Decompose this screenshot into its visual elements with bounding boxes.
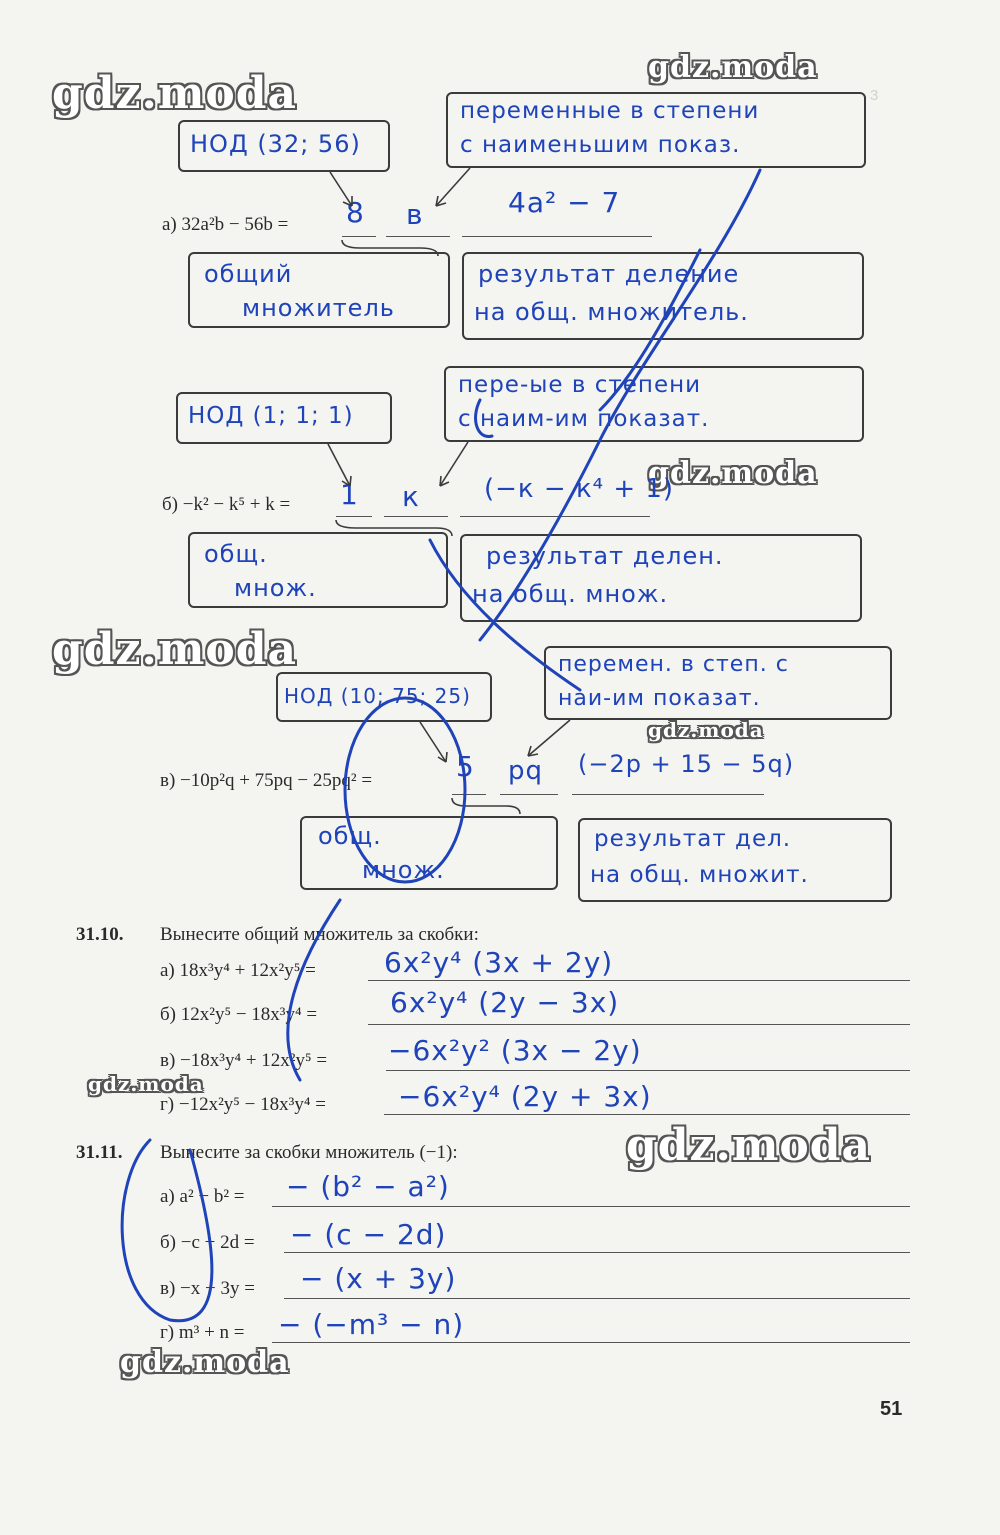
watermark: gdz.moda	[648, 50, 818, 85]
exercise-title: Вынесите общий множитель за скобки:	[160, 924, 479, 945]
common-factor-line1: общ.	[204, 540, 268, 568]
exercise-item-label: а) 18x³y⁴ + 12x²y⁵ =	[160, 960, 316, 981]
exercise-item-label: б) 12x²y⁵ − 18x³y⁴ =	[160, 1004, 318, 1025]
variables-text-line1: перемен. в степ. с	[558, 652, 789, 677]
common-factor-line1: общий	[204, 260, 293, 288]
exercise-item-answer: −6x²y⁴ (2y + 3x)	[398, 1080, 652, 1113]
exercise-item-label: в) −18x³y⁴ + 12x²y⁵ =	[160, 1050, 328, 1071]
watermark: gdz.moda	[648, 718, 764, 742]
variables-text-line2: с наим-им показат.	[458, 406, 710, 432]
variables-text-line1: переменные в степени	[460, 98, 760, 124]
variables-text-line1: пере-ые в степени	[458, 372, 702, 398]
exercise-item-answer: 6x²y⁴ (3x + 2y)	[384, 946, 614, 979]
exercise-item-label: а) a² − b² =	[160, 1186, 245, 1207]
equation-a: а) 32a²b − 56b =	[162, 214, 289, 235]
common-factor-line1: общ.	[318, 822, 382, 850]
exercise-title: Вынесите за скобки множитель (−1):	[160, 1142, 458, 1163]
answer-variable: к	[402, 480, 420, 513]
division-result-line2: на общ. множит.	[590, 862, 809, 888]
common-factor-line2: множ.	[234, 574, 317, 602]
division-result-line1: результат делен.	[486, 542, 724, 570]
answer-variable: pq	[508, 756, 544, 786]
variables-text-line2: с наименьшим показ.	[460, 132, 741, 158]
page-number: 51	[880, 1398, 903, 1420]
watermark: gdz.moda	[120, 1345, 290, 1380]
answer-factor: 8	[346, 196, 365, 229]
watermark: gdz.moda	[626, 1120, 872, 1171]
exercise-item-label: г) m³ + n =	[160, 1322, 245, 1343]
answer-result: (−2p + 15 − 5q)	[578, 750, 795, 778]
variables-text-line2: наи-им показат.	[558, 686, 761, 711]
watermark: gdz.moda	[648, 456, 818, 491]
division-result-line2: на общ. множ.	[472, 580, 669, 608]
watermark: gdz.moda	[88, 1072, 204, 1096]
exercise-item-answer: − (−m³ − n)	[278, 1308, 465, 1341]
answer-factor: 1	[340, 478, 359, 511]
division-result-line1: результат дел.	[594, 826, 792, 852]
exercise-item-label: в) −x − 3y =	[160, 1278, 255, 1299]
common-factor-line2: множ.	[362, 856, 445, 884]
exercise-number: 31.11.	[76, 1142, 123, 1163]
exercise-item-answer: − (x + 3y)	[300, 1262, 457, 1295]
gcd-text: НОД (32; 56)	[190, 130, 361, 158]
exercise-item-label: г) −12x²y⁵ − 18x³y⁴ =	[160, 1094, 326, 1115]
exercise-item-answer: 6x²y⁴ (2y − 3x)	[390, 986, 620, 1019]
division-result-line1: результат деление	[478, 260, 740, 288]
answer-factor: 5	[456, 750, 475, 783]
equation-b: б) −k² − k⁵ + k =	[162, 494, 291, 515]
exercise-item-answer: − (b² − a²)	[286, 1170, 450, 1203]
answer-result: 4a² − 7	[508, 186, 621, 219]
answer-variable: в	[406, 198, 424, 231]
exercise-item-label: б) −c + 2d =	[160, 1232, 255, 1253]
exercise-number: 31.10.	[76, 924, 124, 945]
answer-result: (−к − к⁴ + 1)	[484, 474, 675, 504]
gcd-text: НОД (1; 1; 1)	[188, 403, 354, 429]
exercise-item-answer: −6x²y² (3x − 2y)	[388, 1034, 642, 1067]
equation-c: в) −10p²q + 75pq − 25pq² =	[160, 770, 373, 791]
common-factor-line2: множитель	[242, 294, 395, 322]
watermark: gdz.moda	[52, 68, 298, 119]
svg-text:3: 3	[870, 87, 879, 104]
watermark: gdz.moda	[52, 624, 298, 675]
division-result-line2: на общ. множитель.	[474, 298, 749, 326]
gcd-text: НОД (10; 75; 25)	[284, 684, 471, 708]
exercise-item-answer: − (c − 2d)	[290, 1218, 447, 1251]
